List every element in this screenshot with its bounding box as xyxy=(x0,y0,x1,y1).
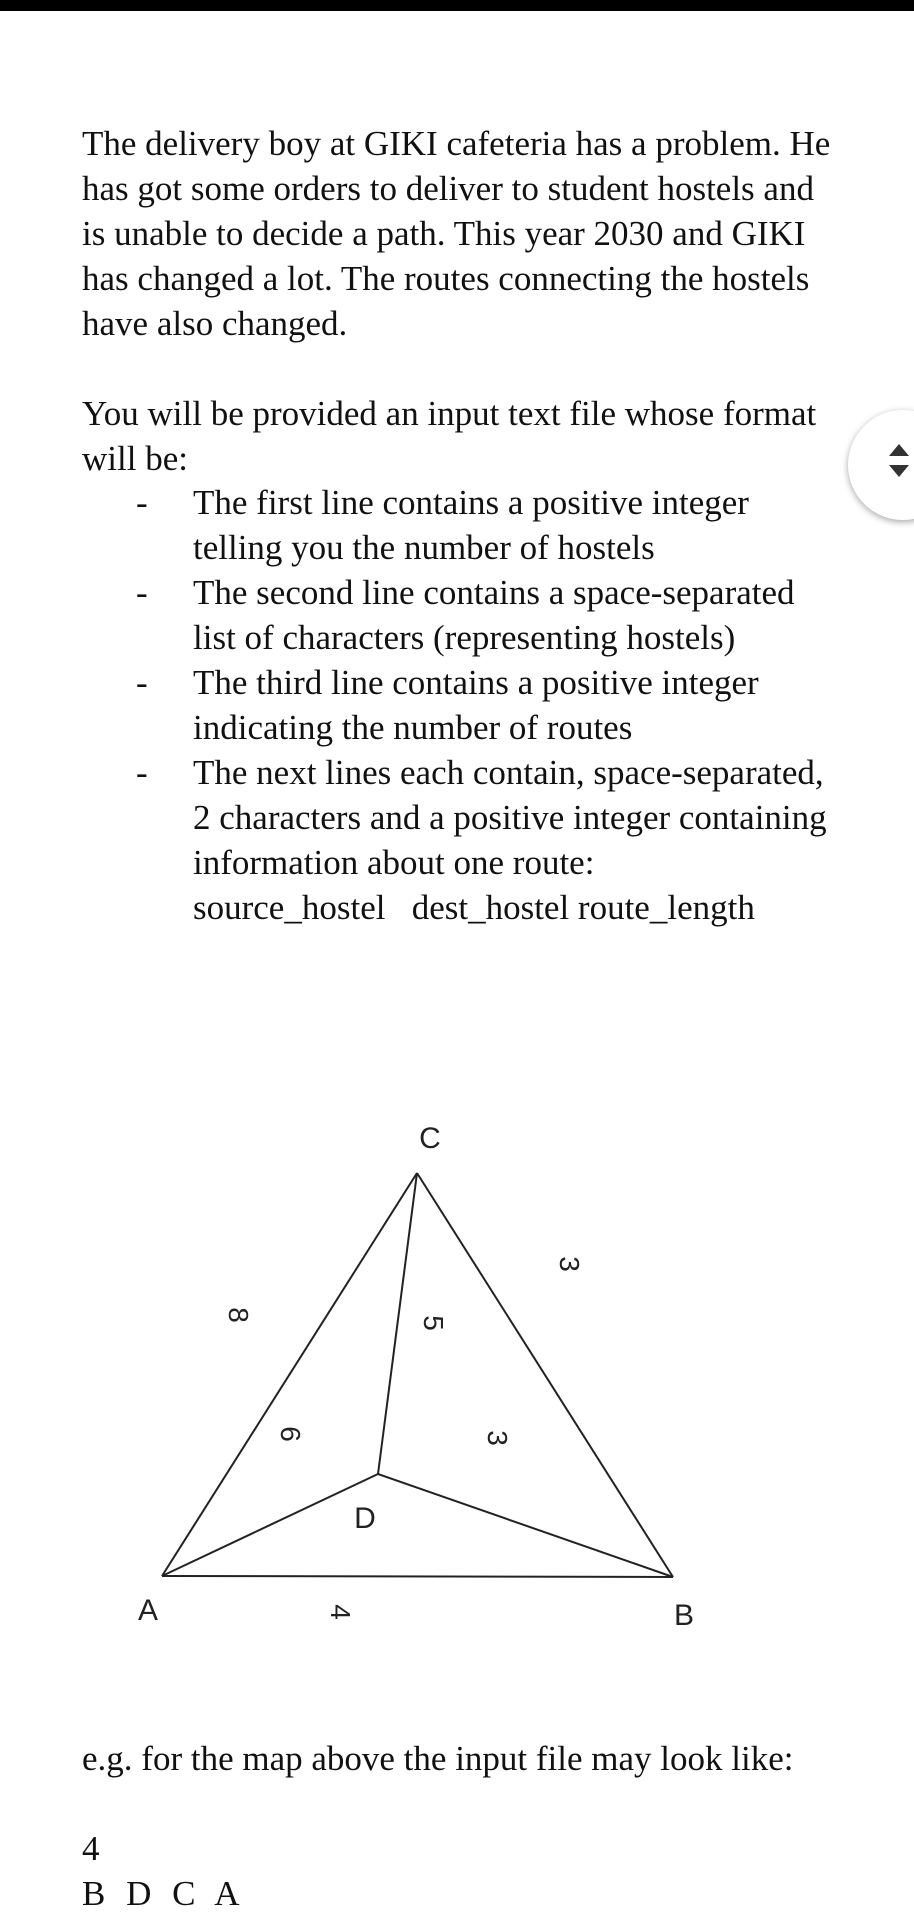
list-item-text: The next lines each contain, space-separated, 2 characters and a positive integer containing information about one route: source_hostel dest_hostel route_length xyxy=(193,753,827,927)
edge-c-b xyxy=(417,1173,673,1577)
edge-weight-d-b: 3 xyxy=(482,1430,513,1446)
up-arrow-icon xyxy=(889,444,909,456)
edge-a-b xyxy=(162,1576,673,1577)
bullet-dash: - xyxy=(136,573,148,612)
format-list xyxy=(0,480,914,930)
format-intro-paragraph: You will be provided an input text file whose format will be: xyxy=(82,394,817,478)
example-file-line-1: 4 xyxy=(82,1829,100,1868)
list-item xyxy=(0,660,833,750)
edge-weight-c-b: 3 xyxy=(554,1256,585,1272)
list-item xyxy=(0,570,833,660)
edge-d-b xyxy=(378,1474,673,1577)
edge-c-d xyxy=(378,1173,417,1474)
edge-weight-a-c: 8 xyxy=(223,1307,254,1323)
list-item-text: The third line contains a positive integer indicating the number of routes xyxy=(193,663,759,747)
list-item-text: The second line contains a space-separated list of characters (representing hostels) xyxy=(193,573,795,657)
edge-weight-c-d: 5 xyxy=(418,1315,449,1331)
list-item xyxy=(0,480,833,570)
down-arrow-icon xyxy=(889,465,909,477)
node-label-c: C xyxy=(419,1122,441,1155)
node-label-d: D xyxy=(354,1502,376,1535)
bullet-dash: - xyxy=(136,483,148,522)
intro-paragraph: The delivery boy at GIKI cafeteria has a problem. He has got some orders to deliver to student hostels and is unable to decide a path. This year 2030 and GIKI has changed a lot. The routes connecting the hostels have also changed. xyxy=(82,124,831,343)
node-label-b: B xyxy=(673,1599,695,1632)
edge-weight-a-b: 4 xyxy=(325,1604,356,1620)
bullet-dash: - xyxy=(136,663,148,702)
bullet-dash: - xyxy=(136,753,148,792)
hostel-route-diagram xyxy=(0,1100,914,1660)
list-item-text: The first line contains a positive integer telling you the number of hostels xyxy=(193,483,749,567)
status-bar xyxy=(0,0,914,11)
example-file-line-2: B D C A xyxy=(82,1874,246,1913)
node-label-a: A xyxy=(137,1594,159,1627)
edge-weight-a-d: 6 xyxy=(275,1426,306,1442)
example-caption: e.g. for the map above the input file may look like: xyxy=(82,1739,794,1778)
list-item xyxy=(0,750,833,930)
